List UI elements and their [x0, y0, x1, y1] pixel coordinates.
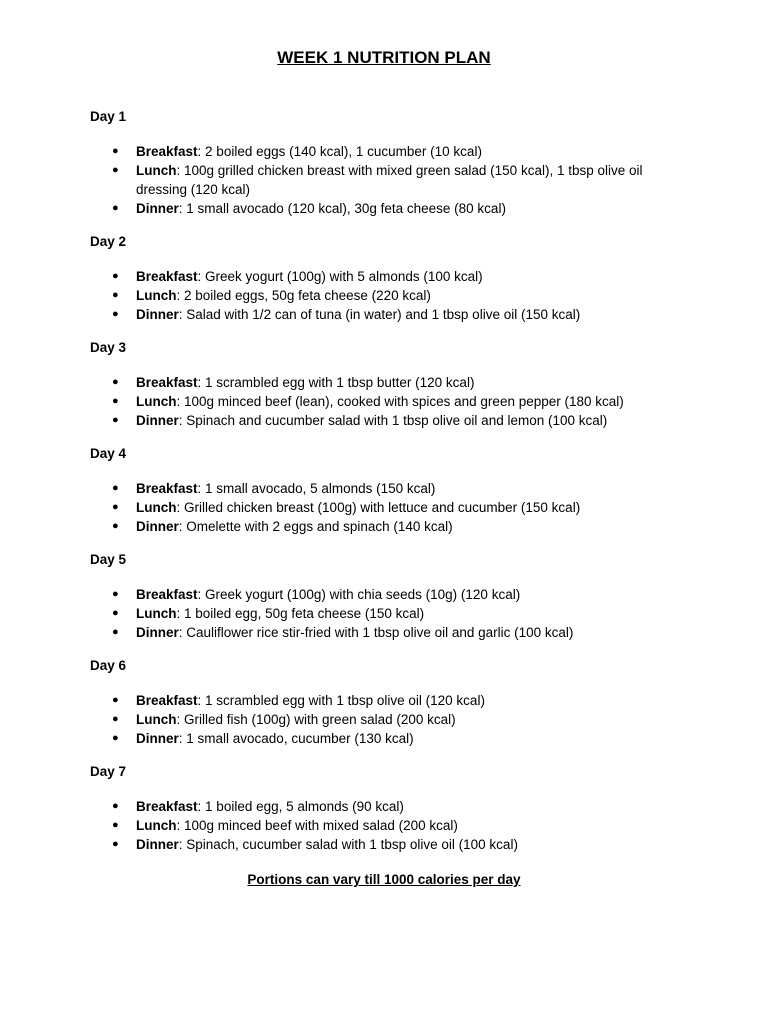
bullet-icon: ●: [112, 308, 119, 320]
bullet-icon: ●: [112, 202, 119, 214]
day-section: [90, 551, 680, 642]
bullet-icon: ●: [112, 289, 119, 301]
meal-item: [90, 710, 680, 729]
meal-description: : Spinach and cucumber salad with 1 tbsp olive oil and lemon (100 kcal): [178, 413, 608, 428]
meal-name: Dinner: [136, 201, 179, 216]
meal-name: Lunch: [136, 818, 177, 833]
meal-item: [90, 816, 680, 835]
bullet-icon: ●: [112, 376, 119, 388]
meal-item: [90, 267, 680, 286]
bullet-icon: ●: [112, 838, 119, 850]
meal-description: : 1 boiled egg, 5 almonds (90 kcal): [197, 799, 404, 814]
meal-list: [90, 585, 680, 642]
meal-name: Breakfast: [136, 375, 198, 390]
meal-description: : 2 boiled eggs (140 kcal), 1 cucumber (10 kcal): [197, 144, 482, 159]
meal-name: Breakfast: [136, 269, 198, 284]
bullet-icon: ●: [112, 270, 119, 282]
meal-description: : Salad with 1/2 can of tuna (in water) and 1 tbsp olive oil (150 kcal): [178, 307, 581, 322]
day-plan-list: [90, 108, 680, 869]
meal-description: : Omelette with 2 eggs and spinach (140 kcal): [178, 519, 453, 534]
day-section: [90, 233, 680, 324]
meal-name: Dinner: [136, 837, 179, 852]
meal-item: [90, 498, 680, 517]
bullet-icon: ●: [112, 520, 119, 532]
meal-description: : 1 small avocado (120 kcal), 30g feta cheese (80 kcal): [178, 201, 506, 216]
meal-description: : 100g grilled chicken breast with mixed green salad (150 kcal), 1 tbsp olive oil dressing (120 kcal): [136, 163, 643, 197]
meal-description: : 1 scrambled egg with 1 tbsp butter (120 kcal): [197, 375, 475, 390]
meal-name: Dinner: [136, 519, 179, 534]
bullet-icon: ●: [112, 414, 119, 426]
meal-item: [90, 691, 680, 710]
meal-description: : Cauliflower rice stir-fried with 1 tbsp olive oil and garlic (100 kcal): [178, 625, 574, 640]
day-section: [90, 339, 680, 430]
bullet-icon: ●: [112, 819, 119, 831]
bullet-icon: ●: [112, 800, 119, 812]
meal-item: [90, 479, 680, 498]
meal-list: [90, 479, 680, 536]
page-title: WEEK 1 NUTRITION PLAN: [277, 48, 491, 67]
meal-list: [90, 691, 680, 748]
day-section: [90, 108, 680, 218]
meal-description: : Grilled fish (100g) with green salad (200 kcal): [176, 712, 456, 727]
meal-name: Lunch: [136, 394, 177, 409]
meal-item: [90, 623, 680, 642]
day-heading: Day 7: [90, 764, 127, 779]
bullet-icon: ●: [112, 607, 119, 619]
meal-name: Dinner: [136, 625, 179, 640]
bullet-icon: ●: [112, 145, 119, 157]
day-heading: Day 4: [90, 446, 127, 461]
meal-name: Lunch: [136, 500, 177, 515]
bullet-icon: ●: [112, 501, 119, 513]
meal-name: Dinner: [136, 731, 179, 746]
bullet-icon: ●: [112, 482, 119, 494]
meal-item: [90, 286, 680, 305]
meal-description: : 1 scrambled egg with 1 tbsp olive oil (120 kcal): [197, 693, 485, 708]
meal-name: Lunch: [136, 712, 177, 727]
bullet-icon: ●: [112, 395, 119, 407]
meal-name: Dinner: [136, 307, 179, 322]
day-section: [90, 657, 680, 748]
bullet-icon: ●: [112, 713, 119, 725]
meal-description: : Spinach, cucumber salad with 1 tbsp olive oil (100 kcal): [178, 837, 518, 852]
bullet-icon: ●: [112, 694, 119, 706]
meal-name: Breakfast: [136, 144, 198, 159]
meal-item: [90, 411, 680, 430]
day-heading: Day 6: [90, 658, 127, 673]
meal-item: [90, 797, 680, 816]
meal-description: : 1 small avocado, cucumber (130 kcal): [178, 731, 414, 746]
meal-item: [90, 142, 680, 161]
meal-name: Lunch: [136, 288, 177, 303]
meal-item: [90, 517, 680, 536]
meal-item: [90, 729, 680, 748]
meal-description: : Greek yogurt (100g) with chia seeds (10g) (120 kcal): [197, 587, 521, 602]
meal-description: : 1 boiled egg, 50g feta cheese (150 kcal): [176, 606, 425, 621]
meal-name: Breakfast: [136, 481, 198, 496]
meal-name: Breakfast: [136, 693, 198, 708]
meal-description: : 100g minced beef with mixed salad (200 kcal): [176, 818, 458, 833]
meal-list: [90, 142, 680, 218]
day-heading: Day 3: [90, 340, 127, 355]
meal-item: [90, 373, 680, 392]
meal-name: Breakfast: [136, 799, 198, 814]
meal-description: : 100g minced beef (lean), cooked with spices and green pepper (180 kcal): [176, 394, 624, 409]
bullet-icon: ●: [112, 626, 119, 638]
footer-note: Portions can vary till 1000 calories per day: [247, 872, 521, 887]
meal-item: [90, 305, 680, 324]
meal-name: Dinner: [136, 413, 179, 428]
meal-list: [90, 267, 680, 324]
meal-description: : 1 small avocado, 5 almonds (150 kcal): [197, 481, 436, 496]
meal-name: Lunch: [136, 163, 177, 178]
meal-item: [90, 604, 680, 623]
meal-description: : 2 boiled eggs, 50g feta cheese (220 kcal): [176, 288, 431, 303]
meal-item: [90, 835, 680, 854]
bullet-icon: ●: [112, 588, 119, 600]
day-section: [90, 763, 680, 854]
day-heading: Day 5: [90, 552, 127, 567]
bullet-icon: ●: [112, 164, 119, 176]
meal-item: [90, 585, 680, 604]
meal-item: [90, 392, 680, 411]
meal-description: : Greek yogurt (100g) with 5 almonds (100 kcal): [197, 269, 483, 284]
meal-list: [90, 797, 680, 854]
meal-item: [90, 199, 680, 218]
bullet-icon: ●: [112, 732, 119, 744]
meal-list: [90, 373, 680, 430]
meal-name: Breakfast: [136, 587, 198, 602]
day-heading: Day 2: [90, 234, 127, 249]
day-section: [90, 445, 680, 536]
meal-description: : Grilled chicken breast (100g) with lettuce and cucumber (150 kcal): [176, 500, 581, 515]
meal-name: Lunch: [136, 606, 177, 621]
day-heading: Day 1: [90, 109, 127, 124]
meal-item: [90, 161, 680, 199]
